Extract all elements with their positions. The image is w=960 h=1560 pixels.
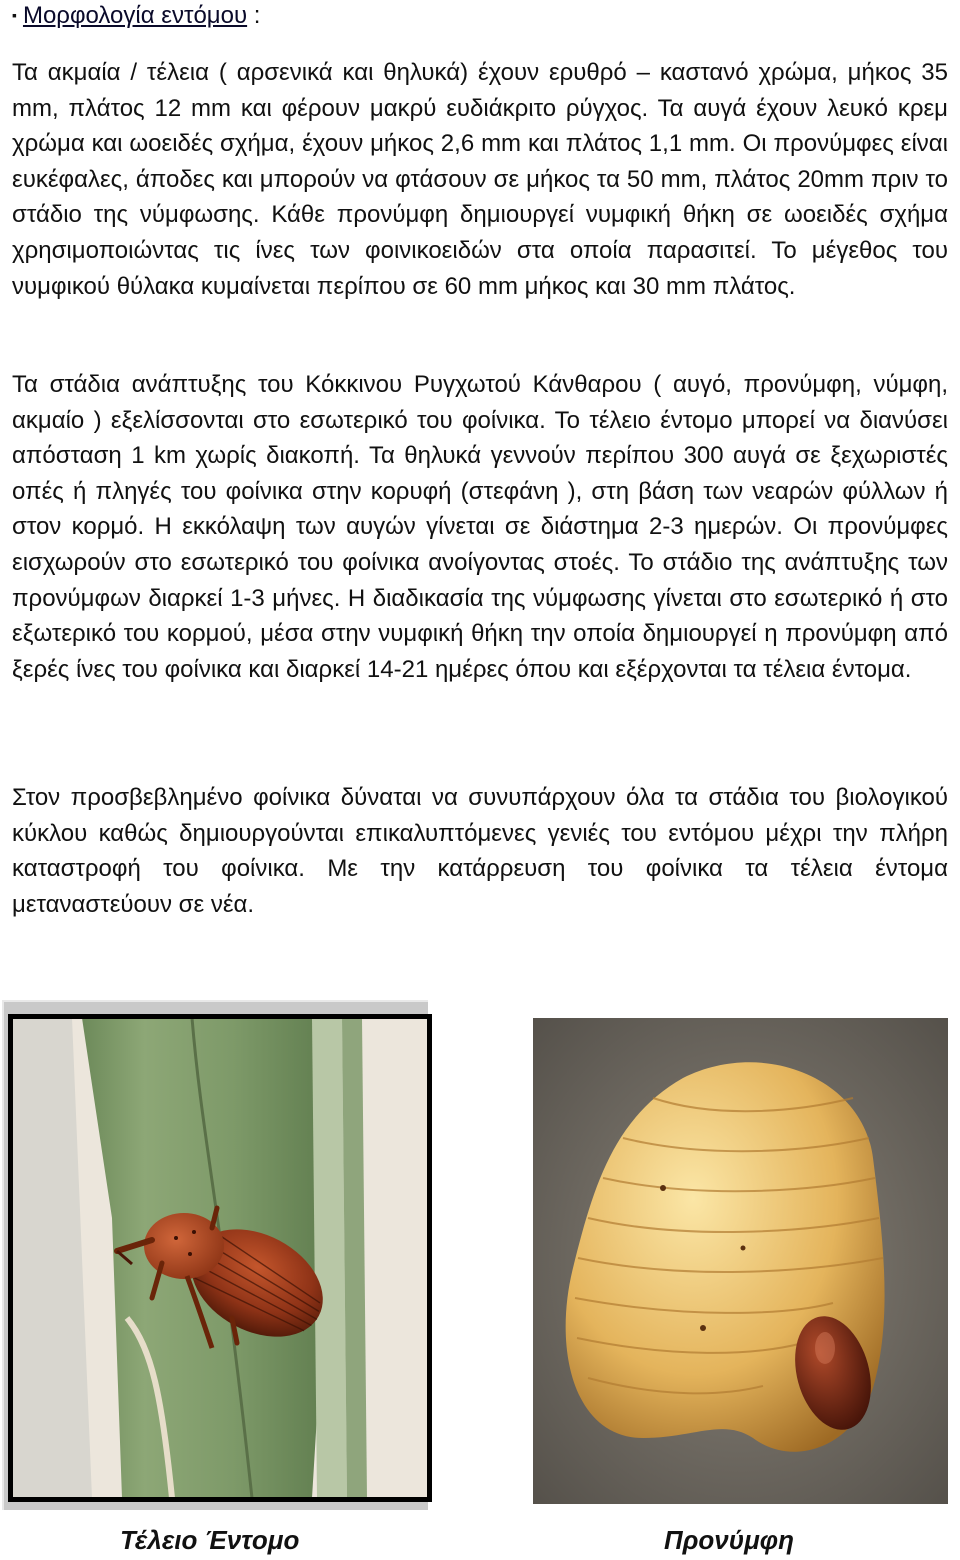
caption-adult-insect: Τέλειο Έντομο bbox=[120, 1525, 300, 1555]
adult-beetle-photo bbox=[8, 1014, 432, 1502]
section-title-link[interactable]: Μορφολογία εντόμου bbox=[22, 2, 248, 29]
paragraph-infestation: Στον προσβεβλημένο φοίνικα δύναται να συνυπάρχουν όλα τα στάδια του βιολογικού κύκλου καθώς δημιουργούνται επικαλυπτόμενες γενιές του εντόμου μέχρι την πλήρη καταστροφή του φοίνικα. Με την κατάρρευση του φοίνικα τα τέλεια έντομα μεταναστεύουν σε νέα. bbox=[12, 784, 948, 918]
section-title-suffix: : bbox=[247, 2, 261, 29]
bullet-icon: ▪ bbox=[12, 7, 17, 23]
section-heading bbox=[12, 0, 260, 31]
larva-icon bbox=[533, 1018, 948, 1504]
paragraph-development: Τα στάδια ανάπτυξης του Κόκκινου Ρυγχωτού Κάνθαρου ( αυγό, προνύμφη, νύμφη, ακμαίο ) εξελίσσονται στο εσωτερικό του φοίνικα. Το τέλειο έντομο μπορεί να διανύσει απόσταση 1 km χωρίς διακοπή. Τα θηλυκά γεννούν περίπου 300 αυγά σε ξεχωριστές οπές ή πληγές του φοίνικα στην κορυφή (στεφάνη ), στη βάση των νεαρών φύλλων ή στον κορμό. Η εκκόλαψη των αυγών γίνεται σε διάστημα 2-3 ημερών. Οι προνύμφες εισχωρούν στο εσωτερικό του φοίνικα ανοίγοντας στοές. Το στάδιο της ανάπτυξης των προνύμφων διαρκεί 1-3 μήνες. Η διαδικασία της νύμφωσης γίνεται στο εσωτερικό ή στο εξωτερικό του κορμού, μέσα στην νυμφική θήκη την οποία δημιουργεί η προνύμφη από ξερές ίνες του φοίνικα και διαρκεί 14-21 ημέρες όπου και εξέρχονται τα τέλεια έντομα. bbox=[12, 371, 948, 683]
caption-larva: Προνύμφη bbox=[664, 1525, 794, 1555]
larva-photo bbox=[533, 1018, 948, 1504]
beetle-icon bbox=[12, 1018, 428, 1498]
paragraph-morphology: Τα ακμαία / τέλεια ( αρσενικά και θηλυκά) έχουν ερυθρό – καστανό χρώμα, μήκος 35 mm, πλάτος 12 mm και φέρουν μακρύ ευδιάκριτο ρύγχος. Τα αυγά έχουν λευκό κρεμ χρώμα και ωοειδές σχήμα, έχουν μήκος 2,6 mm και πλάτος 1,1 mm. Οι προνύμφες είναι ευκέφαλες, άποδες και μπορούν να φτάσουν σε μήκος τα 50 mm, πλάτος 20mm πριν το στάδιο της νύμφωσης. Κάθε προνύμφη δημιουργεί νυμφική θήκη σε ωοειδές σχήμα χρησιμοποιώντας τις ίνες των φοινικοειδών στα οποία παρασιτεί. Το μέγεθος του νυμφικού θύλακα κυμαίνεται περίπου σε 60 mm μήκος και 30 mm πλάτος. bbox=[12, 59, 948, 300]
